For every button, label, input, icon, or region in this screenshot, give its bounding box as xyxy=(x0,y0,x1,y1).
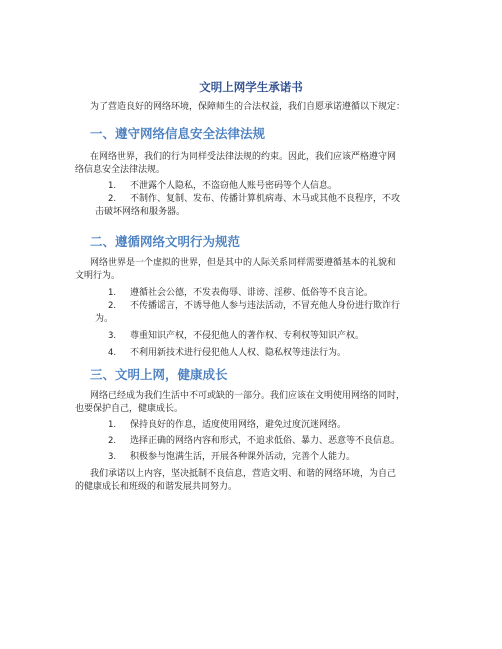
section-heading-2: 二、遵循网络文明行为规范 xyxy=(90,234,241,249)
list-item-text: 尊重知识产权，不侵犯他人的著作权、专利权等知识产权。 xyxy=(130,331,365,341)
list-item-text-continued: 为。 xyxy=(95,314,114,324)
document-title: 文明上网学生承诺书 xyxy=(199,80,303,94)
list-item-number: 2. xyxy=(108,301,117,311)
section-3-list xyxy=(90,419,420,464)
list-item xyxy=(90,180,420,193)
section-3-paragraph xyxy=(75,390,420,416)
list-item xyxy=(90,419,420,432)
list-item-text: 不利用新技术进行侵犯他人人权、隐私权等违法行为。 xyxy=(130,348,347,358)
list-item-number: 4. xyxy=(108,348,117,358)
section-heading-1: 一、遵守网络信息安全法律法规 xyxy=(90,126,266,141)
list-item xyxy=(90,330,420,343)
section-2-list xyxy=(90,287,420,360)
section-3-paragraph-line-2: 也要保护自己，健康成长。 xyxy=(75,404,184,414)
closing-line-2: 的健康成长和班级的和谐发展共同努力。 xyxy=(75,482,238,492)
list-item-text: 不泄露个人隐私，不盗窃他人账号密码等个人信息。 xyxy=(130,181,338,191)
list-item-number: 3. xyxy=(108,331,117,341)
section-2-paragraph-line-1: 网络世界是一个虚拟的世界，但是其中的人际关系同样需要遵循基本的礼貌和 xyxy=(90,258,397,268)
list-item-text: 遵循社会公德，不发表侮辱、诽谤、淫秽、低俗等不良言论。 xyxy=(130,288,374,298)
list-item-number: 2. xyxy=(108,194,117,204)
list-item xyxy=(90,435,420,448)
list-item-number: 2. xyxy=(108,436,117,446)
section-2-paragraph xyxy=(75,257,420,283)
section-1-paragraph xyxy=(75,151,420,177)
list-item-text: 不传播谣言，不诱导他人参与违法活动，不冒充他人身份进行欺诈行 xyxy=(130,301,401,311)
closing-line-1: 我们承诺以上内容，坚决抵制不良信息，营造文明、和谐的网络环境，为自己 xyxy=(90,469,397,479)
list-item xyxy=(90,451,420,464)
list-item-text: 积极参与饱满生活，开展各种课外活动，完善个人能力。 xyxy=(130,452,356,462)
intro-paragraph: 为了营造良好的网络环境，保障师生的合法权益，我们自愿承诺遵循以下规定： xyxy=(90,102,406,112)
section-1-paragraph-line-2: 络信息安全法律法规。 xyxy=(75,165,166,175)
section-1-paragraph-line-1: 在网络世界，我们的行为同样受法律法规的约束。因此，我们应该严格遵守网 xyxy=(90,152,397,162)
list-item-number: 1. xyxy=(108,288,117,298)
section-heading-3: 三、文明上网，健康成长 xyxy=(90,367,228,382)
list-item-number: 3. xyxy=(108,452,117,462)
list-item-number: 1. xyxy=(108,420,117,430)
list-item xyxy=(90,193,420,219)
section-2-paragraph-line-2: 文明行为。 xyxy=(75,271,121,281)
section-3-paragraph-line-1: 网络已经成为我们生活中不可或缺的一部分。我们应该在文明使用网络的同时， xyxy=(90,391,406,401)
list-item-number: 1. xyxy=(108,181,117,191)
list-item-text: 保持良好的作息，适度使用网络，避免过度沉迷网络。 xyxy=(130,420,347,430)
section-1-list xyxy=(90,180,420,219)
list-item-text: 不制作、复制、发布、传播计算机病毒、木马或其他不良程序，不攻 xyxy=(130,194,401,204)
list-item xyxy=(90,347,420,360)
list-item xyxy=(90,287,420,300)
closing-paragraph xyxy=(75,468,435,494)
list-item-text: 选择正确的网络内容和形式，不追求低俗、暴力、恶意等不良信息。 xyxy=(130,436,401,446)
list-item-text-continued: 击破坏网络和服务器。 xyxy=(95,207,186,217)
list-item xyxy=(90,300,420,326)
